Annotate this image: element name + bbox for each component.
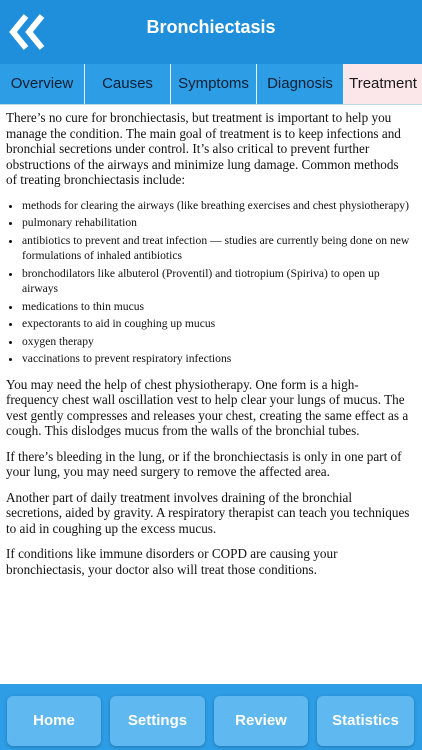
settings-button[interactable]: Settings <box>110 696 205 746</box>
drainage-paragraph: Another part of daily treatment involves draining of the bronchial secretions, aided by gravity. A respiratory therapist can teach you techniques to aid in coughing up the excess mucus. <box>6 489 410 536</box>
intro-paragraph: There’s no cure for bronchiectasis, but treatment is important to help you manage the condition. The main goal of treatment is to keep infections and bronchial secretions under control. It’s also critical to prevent further obstructions of the airways and minimize lung damage. Common methods of treating bronchiectasis include: <box>6 110 401 187</box>
page-title: Bronchiectasis <box>146 17 276 37</box>
tab-causes[interactable]: Causes <box>85 64 171 104</box>
app-header <box>0 0 422 64</box>
list-item: • bronchodilators like albuterol (Proventil) and tiotropium (Spiriva) to open up airways <box>22 266 410 297</box>
list-item: • expectorants to aid in coughing up mucus <box>22 316 410 332</box>
surgery-paragraph: If there’s bleeding in the lung, or if the bronchiectasis is only in one part of your lung, you may need surgery to remove the affected area. <box>6 448 402 479</box>
physiotherapy-paragraph: You may need the help of chest physiotherapy. One form is a high-frequency chest wall oscillation vest to help clear your lungs of mucus. The vest gently compresses and releases your chest, creating the same effect as a cough. This dislodges mucus from the walls of the bronchial tubes. <box>6 376 409 438</box>
tab-diagnosis[interactable]: Diagnosis <box>257 64 344 104</box>
review-button[interactable]: Review <box>214 696 308 746</box>
conditions-paragraph: If conditions like immune disorders or COPD are causing your bronchiectasis, your doctor also will treat those conditions. <box>6 546 338 577</box>
list-item: • pulmonary rehabilitation <box>22 215 410 231</box>
treatment-list <box>6 198 410 367</box>
list-item: • medications to thin mucus <box>22 299 410 315</box>
tab-treatment[interactable]: Treatment <box>344 64 422 104</box>
home-button[interactable]: Home <box>7 696 101 746</box>
bottom-nav <box>0 684 422 750</box>
treatment-content <box>6 110 410 587</box>
list-item: • methods for clearing the airways (like breathing exercises and chest physiotherapy) <box>22 198 410 214</box>
list-item: • vaccinations to prevent respiratory infections <box>22 351 410 367</box>
list-item: • oxygen therapy <box>22 334 410 350</box>
tab-overview[interactable]: Overview <box>0 64 85 104</box>
list-item: • antibiotics to prevent and treat infection — studies are currently being done on new formulations of inhaled antibiotics <box>22 233 410 264</box>
tab-symptoms[interactable]: Symptoms <box>171 64 257 104</box>
statistics-button[interactable]: Statistics <box>317 696 414 746</box>
tab-bar <box>0 64 422 105</box>
